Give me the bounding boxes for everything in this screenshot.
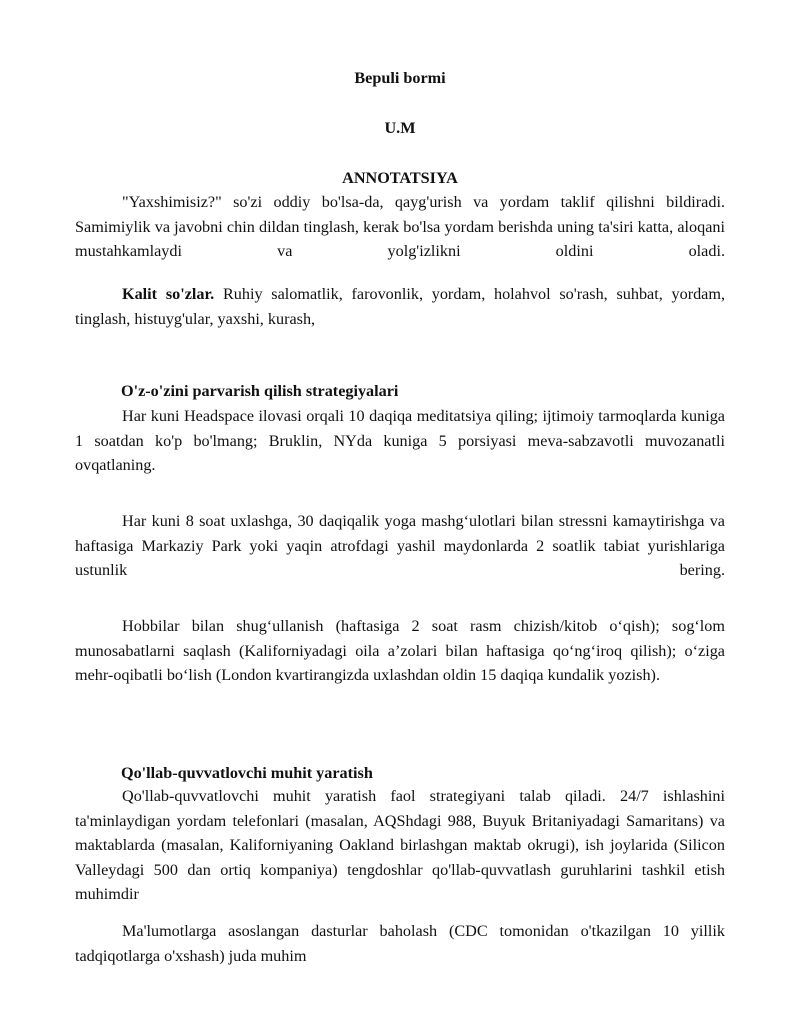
supportive-environment-paragraph-1: Qo'llab-quvvatlovchi muhit yaratish faol strategiyani talab qiladi. 24/7 ishlashini ta'minlaydigan yordam telefonlari (masalan, AQShdagi 988, Buyuk Britaniyadagi Samaritans) va maktablarda (masalan, Kaliforniyaning Oakland birlashgan maktab okrugi), ish joylarida (Silicon Valleydagi 500 dan ortiq kompaniya) tengdoshlar qo'llab-quvvatlash guruhlarini tashkil etish muhimdir [75, 787, 725, 903]
section-heading-self-care: O'z-o'zini parvarish qilish strategiyalari [121, 382, 399, 400]
document-author: U.M [384, 119, 416, 137]
section-heading-supportive-environment: Qo'llab-quvvatlovchi muhit yaratish [121, 764, 373, 782]
self-care-paragraph-2: Har kuni 8 soat uxlashga, 30 daqiqalik yoga mashg‘ulotlari bilan stressni kamaytirishga va haftasiga Markaziy Park yoki yaqin atrofdagi yashil maydonlarda 2 soatlik tabiat yurishlariga ustunlik bering. [75, 512, 725, 579]
annotation-paragraph: "Yaxshimisiz?" so'zi oddiy bo'lsa-da, qayg'urish va yordam taklif qilishni bildiradi. Samimiylik va javobni chin dildan tinglash, kerak bo'lsa yordam berishda uning ta'siri katta, aloqani mustahkamlaydi va yolg'izlikni oldini oladi. [75, 193, 725, 260]
keywords-text: Ruhiy salomatlik, farovonlik, yordam, holahvol so'rash, suhbat, yordam, tinglash, histuyg'ular, yaxshi, kurash, [75, 285, 726, 328]
annotation-heading: ANNOTATSIYA [342, 169, 458, 187]
self-care-paragraph-3: Hobbilar bilan shug‘ullanish (haftasiga 2 soat rasm chizish/kitob o‘qish); sog‘lom munosabatlarni saqlash (Kaliforniyadagi oila a’zolari bilan haftasiga qo‘ng‘iroq qilish); o‘ziga mehr-oqibatli bo‘lish (London kvartirangizda uxlashdan oldin 15 daqiqa kundalik yozish). [75, 617, 725, 684]
self-care-paragraph-1: Har kuni Headspace ilovasi orqali 10 daqiqa meditatsiya qiling; ijtimoiy tarmoqlarda kuniga 1 soatdan ko'p bo'lmang; Bruklin, NYda kuniga 5 porsiyasi meva-sabzavotli muvozanatli ovqatlaning. [75, 407, 725, 474]
keywords-label: Kalit so'zlar. [122, 285, 215, 303]
keywords-paragraph [75, 282, 725, 331]
supportive-environment-paragraph-2: Ma'lumotlarga asoslangan dasturlar baholash (CDC tomonidan o'tkazilgan 10 yillik tadqiqotlarga o'xshash) juda muhim [75, 922, 725, 965]
document-title: Bepuli bormi [354, 69, 446, 87]
